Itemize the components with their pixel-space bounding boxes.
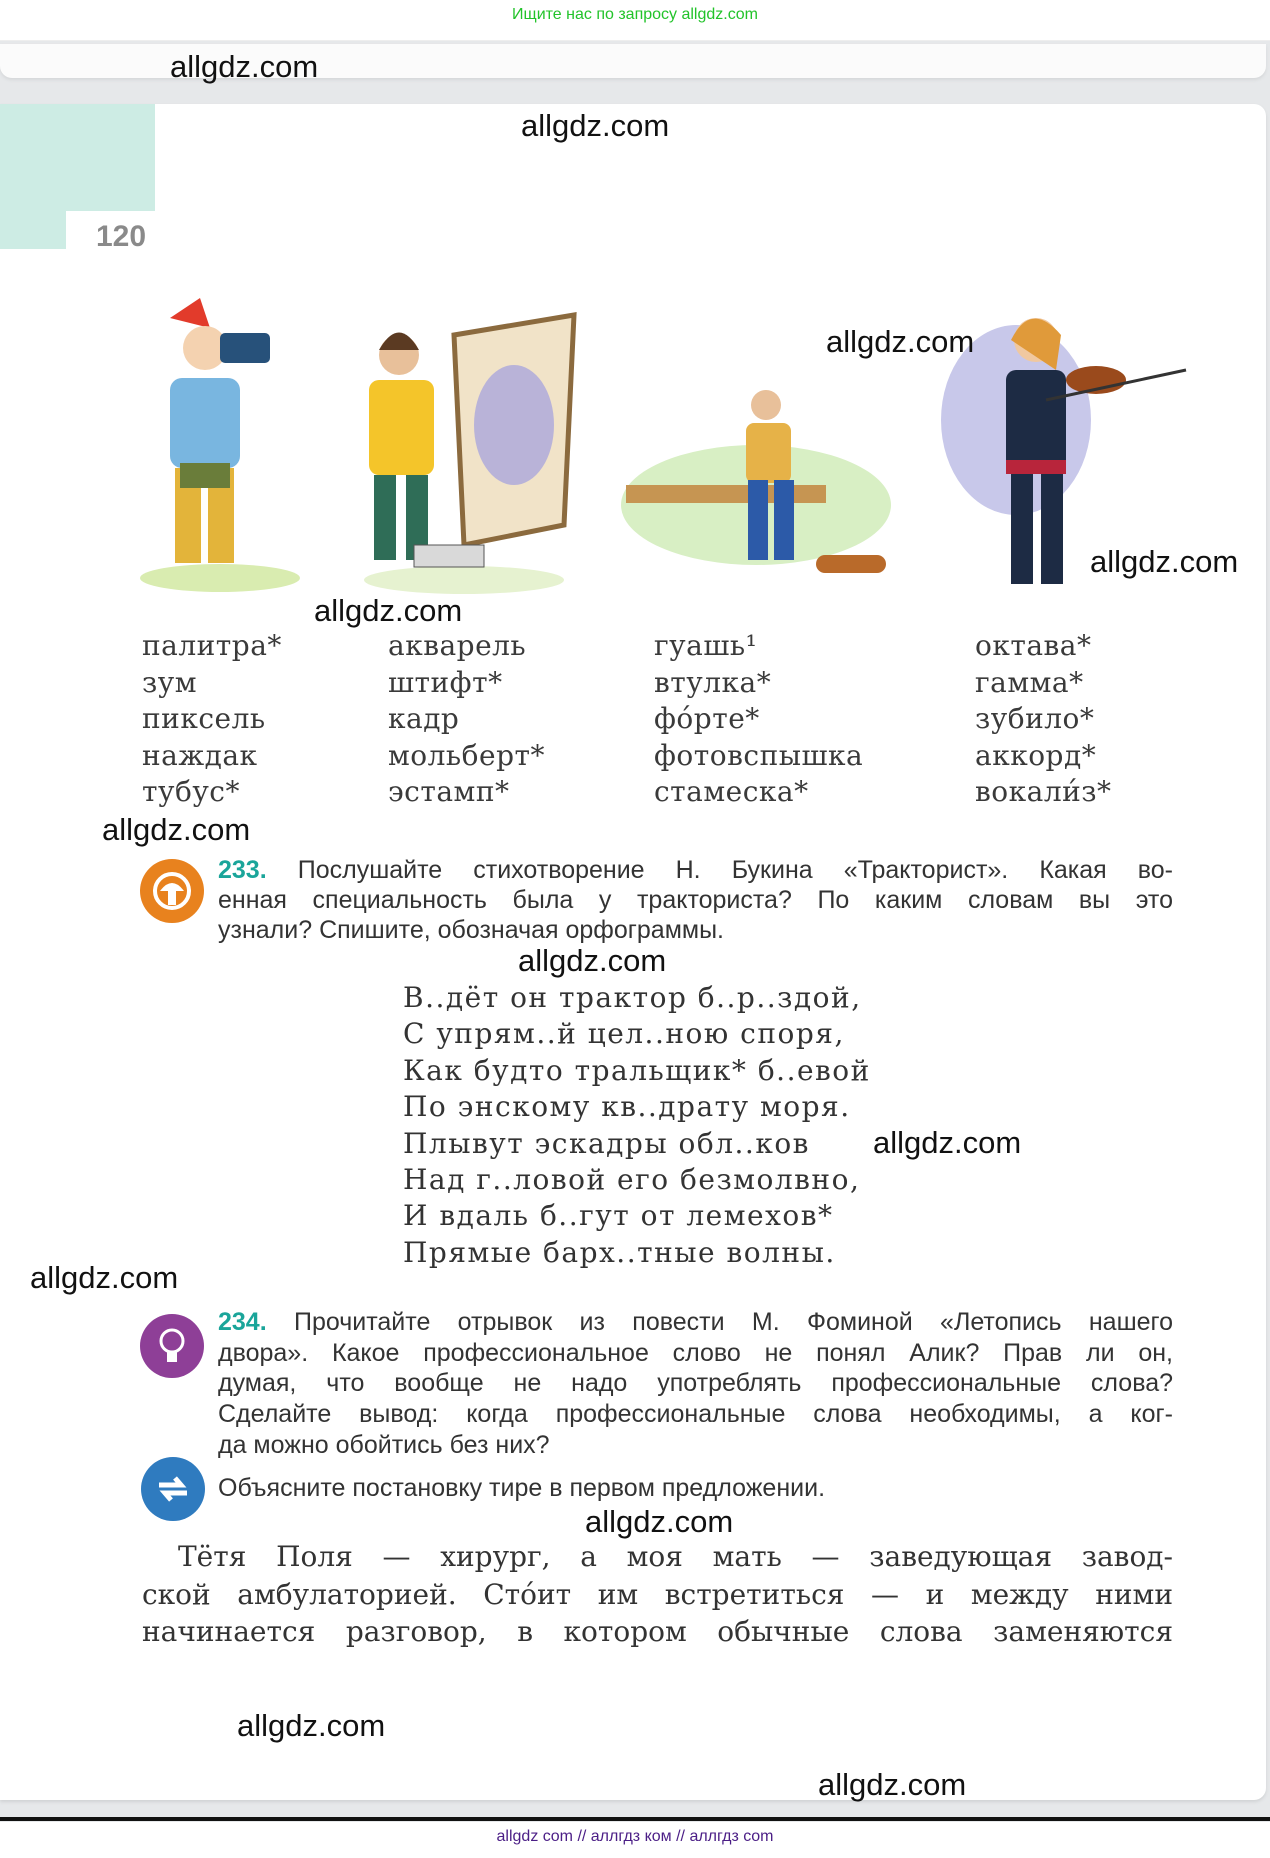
prose-line: ской амбулаторией. Сто́ит им встретиться — и между ними bbox=[142, 1578, 1173, 1611]
exercise-233 bbox=[218, 855, 1173, 945]
watermark: allgdz.com bbox=[585, 1504, 734, 1539]
page-number: 120 bbox=[96, 220, 147, 253]
poem-line: Плывут эскадры обл..ков bbox=[403, 1126, 810, 1160]
exercise-234-line: 234. Прочитайте отрывок из повести М. Фоминой «Летопись нашего bbox=[218, 1308, 1174, 1336]
exercise-number: 234. bbox=[218, 1308, 267, 1336]
exercise-number: 233. bbox=[218, 856, 267, 884]
listen-icon bbox=[140, 859, 204, 923]
exercise-233-line: 233. Послушайте стихотворение Н. Букина «Тракторист». Какая во- bbox=[218, 856, 1173, 884]
word: стамеска* bbox=[654, 775, 809, 809]
word: мольберт* bbox=[388, 738, 546, 772]
watermark: allgdz.com bbox=[314, 593, 463, 628]
watermark: allgdz.com bbox=[873, 1125, 1022, 1160]
word-column-3 bbox=[654, 628, 863, 811]
photographer-illustration bbox=[130, 288, 310, 598]
word-column-2 bbox=[388, 628, 545, 811]
exercise-234-line: Сделайте вывод: когда профессиональные слова необходимы, а ког- bbox=[218, 1400, 1173, 1429]
exercise-233-line: енная специальность была у тракториста? По каким словам вы это bbox=[218, 886, 1173, 914]
watermark: allgdz.com bbox=[518, 943, 667, 978]
poem-line: По энскому кв..драту моря. bbox=[403, 1090, 851, 1124]
task-dash-text: Объясните постановку тире в первом предложении. bbox=[218, 1474, 826, 1502]
word-column-4 bbox=[975, 628, 1112, 811]
word: аккорд* bbox=[975, 738, 1097, 772]
watermark: allgdz.com bbox=[237, 1708, 386, 1743]
prose-line: Тётя Поля — хирург, а моя мать — заведующая завод- bbox=[178, 1540, 1173, 1573]
word: втулка* bbox=[654, 665, 772, 699]
word: октава* bbox=[975, 629, 1092, 662]
watermark: allgdz.com bbox=[30, 1260, 179, 1295]
exercise-234-line: да можно обойтись без них? bbox=[218, 1430, 550, 1459]
exchange-icon bbox=[141, 1457, 205, 1521]
watermark: allgdz.com bbox=[818, 1767, 967, 1802]
word: фо́рте* bbox=[654, 702, 760, 736]
word: наждак bbox=[142, 738, 258, 772]
word: штифт* bbox=[388, 665, 503, 699]
footer-links[interactable]: allgdz com // аллгдз ком // аллгдз com bbox=[496, 1828, 774, 1845]
word: зум bbox=[142, 665, 198, 699]
word: вокали́з* bbox=[975, 775, 1112, 809]
lightbulb-icon bbox=[140, 1314, 204, 1378]
exercise-233-line: узнали? Спишите, обозначая орфограммы. bbox=[218, 916, 724, 944]
word: акварель bbox=[388, 629, 527, 662]
watermark: allgdz.com bbox=[102, 812, 251, 847]
word-column-1 bbox=[142, 628, 282, 811]
carpenter-illustration bbox=[616, 385, 896, 595]
word: зубило* bbox=[975, 702, 1095, 736]
exercise-234-line: думая, что вообще не надо употреблять профессиональные слова? bbox=[218, 1369, 1173, 1398]
exercise-234-line: двора». Какое профессиональное слово не понял Алик? Прав ли он, bbox=[218, 1338, 1173, 1367]
word: гуашь¹ bbox=[654, 629, 758, 662]
painter-illustration bbox=[344, 295, 584, 600]
top-banner-text[interactable]: Ищите нас по запросу allgdz.com bbox=[512, 6, 758, 23]
word: пиксель bbox=[142, 702, 266, 736]
word: тубус* bbox=[142, 775, 240, 809]
word: гамма* bbox=[975, 665, 1084, 699]
divider bbox=[0, 1817, 1270, 1821]
watermark: allgdz.com bbox=[521, 108, 670, 143]
poem-line: Над г..ловой его безмолвно, bbox=[403, 1163, 861, 1197]
word: эстамп* bbox=[388, 775, 510, 809]
poem-line: В..дёт он трактор б..р..здой, bbox=[403, 981, 862, 1014]
exercise-234 bbox=[218, 1307, 1173, 1461]
word: кадр bbox=[388, 702, 460, 736]
poem-line: И вдаль б..гут от лемехов* bbox=[403, 1199, 834, 1233]
poem-line: Прямые барх..тные волны. bbox=[403, 1235, 836, 1269]
poem-line: Как будто тральщик* б..евой bbox=[403, 1053, 871, 1087]
poem bbox=[403, 980, 871, 1271]
watermark: allgdz.com bbox=[1090, 544, 1239, 579]
watermark: allgdz.com bbox=[170, 49, 319, 84]
word: фотовспышка bbox=[654, 738, 864, 772]
poem-line: С упрям..й цел..ною споря, bbox=[403, 1017, 845, 1051]
watermark: allgdz.com bbox=[826, 324, 975, 359]
word: палитра* bbox=[142, 629, 282, 662]
prose-line: начинается разговор, в котором обычные слова заменяются bbox=[142, 1615, 1173, 1648]
